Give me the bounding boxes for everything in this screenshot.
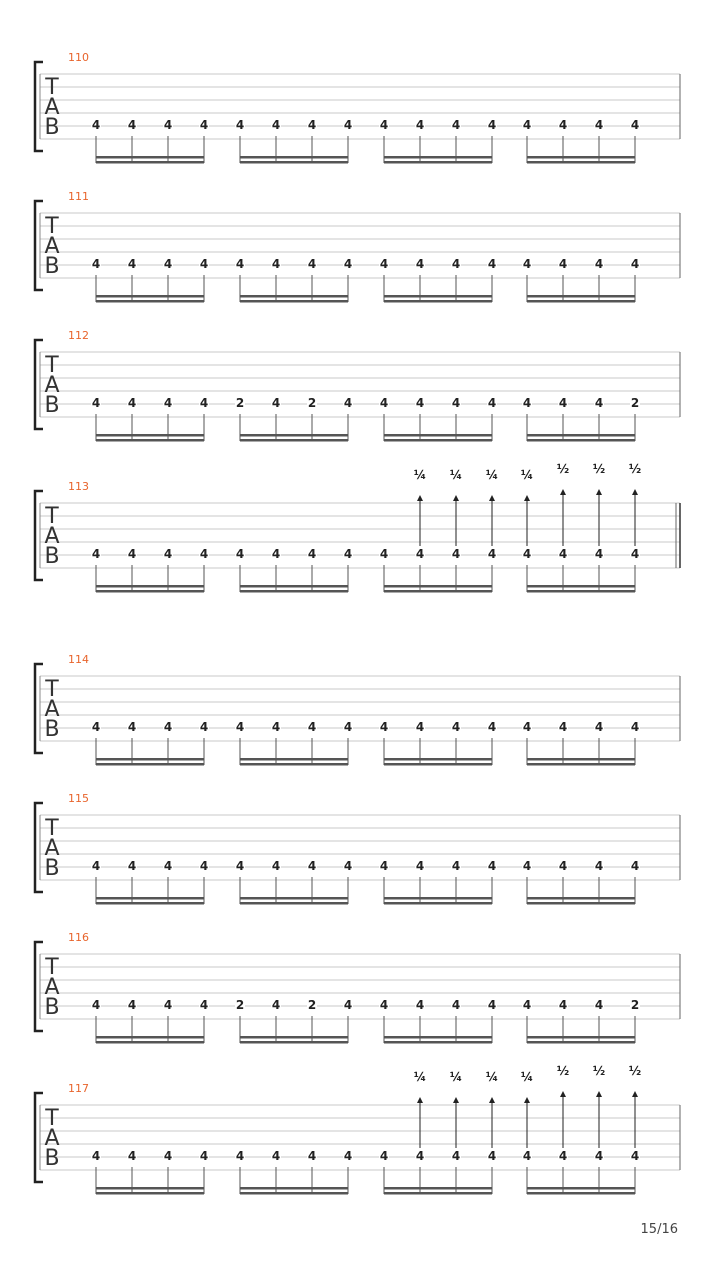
fret-number: 4 [630,118,640,132]
beam [240,1041,348,1044]
tab-clef-letter: A [44,373,60,398]
fret-number: 4 [558,1149,568,1163]
fret-number: 4 [594,547,604,561]
fret-number: 4 [594,118,604,132]
fret-number: 4 [343,1149,353,1163]
bend-label: ½ [592,462,606,476]
fret-number: 4 [379,720,389,734]
beam [384,590,492,593]
beam [96,434,204,437]
bend-arrow [632,1091,638,1097]
beam [527,300,635,303]
bend-label: ½ [556,462,570,476]
beam [384,295,492,298]
bend-arrow [596,1091,602,1097]
beam [527,439,635,442]
fret-number: 4 [271,547,281,561]
fret-number: 4 [271,720,281,734]
fret-number: 4 [199,720,209,734]
fret-number: 4 [522,998,532,1012]
fret-number: 4 [235,547,245,561]
beam [96,295,204,298]
fret-number: 4 [343,257,353,271]
fret-number: 4 [522,118,532,132]
fret-number: 4 [307,720,317,734]
fret-number: 4 [630,859,640,873]
fret-number: 4 [630,720,640,734]
fret-number: 4 [271,1149,281,1163]
beam [384,902,492,905]
fret-number: 4 [558,720,568,734]
fret-number: 4 [415,118,425,132]
bend-arrow [453,1097,459,1103]
fret-number: 4 [199,257,209,271]
fret-number: 4 [163,118,173,132]
beam [96,1041,204,1044]
fret-number: 4 [451,1149,461,1163]
fret-number: 4 [343,998,353,1012]
beam [240,585,348,588]
fret-number: 2 [630,396,640,410]
fret-number: 4 [630,547,640,561]
fret-number: 4 [163,396,173,410]
beam [384,1187,492,1190]
fret-number: 4 [558,257,568,271]
beam [240,1192,348,1195]
fret-number: 4 [307,118,317,132]
fret-number: 4 [235,118,245,132]
fret-number: 4 [199,1149,209,1163]
fret-number: 4 [343,720,353,734]
fret-number: 4 [127,396,137,410]
system-bracket [35,803,43,892]
tab-clef-letter: B [44,393,60,418]
fret-number: 4 [91,720,101,734]
fret-number: 4 [379,998,389,1012]
fret-number: 4 [127,118,137,132]
beam [240,590,348,593]
fret-number: 4 [271,118,281,132]
fret-number: 4 [379,547,389,561]
beam [96,300,204,303]
fret-number: 2 [307,396,317,410]
fret-number: 4 [379,118,389,132]
beam [96,156,204,159]
beam [240,156,348,159]
beam [384,161,492,164]
system-bracket [35,340,43,429]
fret-number: 4 [199,396,209,410]
beam [240,1187,348,1190]
tab-system [35,792,680,905]
beam [240,295,348,298]
beam [96,1187,204,1190]
fret-number: 4 [163,720,173,734]
beam [96,758,204,761]
beam [527,902,635,905]
fret-number: 4 [127,720,137,734]
beam [384,300,492,303]
fret-number: 4 [594,1149,604,1163]
tab-system [35,931,680,1044]
fret-number: 4 [630,257,640,271]
fret-number: 4 [379,1149,389,1163]
fret-number: 4 [487,257,497,271]
fret-number: 4 [415,998,425,1012]
fret-number: 4 [235,257,245,271]
beam [240,434,348,437]
bend-label: ¼ [520,468,534,482]
bend-arrow [417,1097,423,1103]
fret-number: 2 [307,998,317,1012]
beam [527,1187,635,1190]
fret-number: 4 [343,118,353,132]
beam [384,1192,492,1195]
fret-number: 4 [307,1149,317,1163]
system-bracket [35,942,43,1031]
fret-number: 4 [487,1149,497,1163]
bend-arrow [524,495,530,501]
fret-number: 4 [451,859,461,873]
beam [384,439,492,442]
tab-clef-letter: T [45,677,59,702]
tab-clef-letter: B [44,254,60,279]
beam [384,763,492,766]
beam [527,585,635,588]
fret-number: 4 [91,257,101,271]
beam [527,434,635,437]
fret-number: 4 [127,1149,137,1163]
tab-clef-letter: T [45,504,59,529]
tab-clef-letter: A [44,697,60,722]
fret-number: 4 [594,257,604,271]
fret-number: 4 [127,547,137,561]
fret-number: 4 [487,859,497,873]
fret-number: 4 [163,547,173,561]
fret-number: 4 [163,998,173,1012]
fret-number: 4 [163,1149,173,1163]
fret-number: 4 [594,998,604,1012]
tab-clef-letter: A [44,95,60,120]
beam [240,161,348,164]
fret-number: 4 [522,396,532,410]
tab-system [35,329,680,442]
beam [96,897,204,900]
tab-clef-letter: T [45,214,59,239]
system-bracket [35,1093,43,1182]
tab-clef-letter: A [44,524,60,549]
measure-number: 111 [68,190,89,203]
beam [527,758,635,761]
beam [527,1192,635,1195]
tab-clef-letter: B [44,856,60,881]
tab-system [35,653,680,766]
fret-number: 2 [235,998,245,1012]
tab-clef-letter: A [44,234,60,259]
beam [240,902,348,905]
bend-label: ¼ [520,1070,534,1084]
measure-number: 110 [68,51,89,64]
beam [240,300,348,303]
fret-number: 4 [343,547,353,561]
bend-label: ¼ [449,468,463,482]
fret-number: 4 [487,396,497,410]
fret-number: 4 [522,257,532,271]
fret-number: 4 [522,720,532,734]
fret-number: 4 [451,118,461,132]
tab-clef-letter: B [44,1146,60,1171]
bend-label: ¼ [485,1070,499,1084]
page-number: 15/16 [640,1222,678,1237]
tab-clef-letter: T [45,1106,59,1131]
tab-clef-letter: B [44,995,60,1020]
bend-label: ¼ [413,1070,427,1084]
bend-arrow [417,495,423,501]
beam [240,763,348,766]
system-bracket [35,664,43,753]
fret-number: 4 [451,396,461,410]
fret-number: 4 [487,720,497,734]
fret-number: 4 [451,998,461,1012]
beam [527,897,635,900]
fret-number: 4 [271,859,281,873]
system-bracket [35,491,43,580]
tab-system [35,462,680,593]
fret-number: 4 [199,547,209,561]
tab-system [35,51,680,164]
beam [384,758,492,761]
fret-number: 4 [271,257,281,271]
bend-label: ¼ [485,468,499,482]
beam [527,156,635,159]
fret-number: 4 [558,859,568,873]
beam [240,758,348,761]
beam [96,902,204,905]
fret-number: 4 [415,396,425,410]
tab-clef-letter: T [45,75,59,100]
bend-arrow [632,489,638,495]
fret-number: 4 [594,859,604,873]
fret-number: 4 [379,396,389,410]
fret-number: 4 [235,859,245,873]
beam [384,434,492,437]
fret-number: 4 [343,859,353,873]
system-bracket [35,201,43,290]
fret-number: 4 [91,396,101,410]
measure-number: 117 [68,1082,89,1095]
beam [527,161,635,164]
fret-number: 4 [91,547,101,561]
beam [384,156,492,159]
bend-label: ¼ [413,468,427,482]
fret-number: 4 [307,257,317,271]
system-bracket [35,62,43,151]
fret-number: 4 [235,1149,245,1163]
measure-number: 112 [68,329,89,342]
tab-clef-letter: T [45,955,59,980]
fret-number: 4 [127,998,137,1012]
measure-number: 113 [68,480,89,493]
bend-arrow [560,489,566,495]
bend-label: ¼ [449,1070,463,1084]
beam [527,763,635,766]
fret-number: 4 [487,118,497,132]
fret-number: 4 [558,998,568,1012]
beam [96,439,204,442]
beam [384,1036,492,1039]
fret-number: 4 [271,396,281,410]
bend-label: ½ [592,1064,606,1078]
tab-system [35,190,680,303]
fret-number: 4 [451,720,461,734]
bend-arrow [524,1097,530,1103]
fret-number: 4 [199,859,209,873]
beam [527,295,635,298]
fret-number: 4 [91,1149,101,1163]
fret-number: 4 [343,396,353,410]
tab-clef-letter: B [44,717,60,742]
bend-arrow [453,495,459,501]
bend-label: ½ [628,1064,642,1078]
beam [240,897,348,900]
fret-number: 4 [558,396,568,410]
fret-number: 4 [487,998,497,1012]
tab-system [35,1064,680,1195]
beam [384,585,492,588]
fret-number: 4 [594,396,604,410]
fret-number: 4 [630,1149,640,1163]
bend-arrow [560,1091,566,1097]
measure-number: 114 [68,653,89,666]
beam [96,1192,204,1195]
tab-clef-letter: B [44,544,60,569]
fret-number: 4 [163,257,173,271]
fret-number: 4 [522,859,532,873]
fret-number: 4 [127,859,137,873]
beam [240,1036,348,1039]
beam [527,1041,635,1044]
fret-number: 4 [235,720,245,734]
measure-number: 115 [68,792,89,805]
fret-number: 4 [91,998,101,1012]
fret-number: 4 [91,859,101,873]
fret-number: 4 [307,859,317,873]
bend-label: ½ [556,1064,570,1078]
fret-number: 4 [415,257,425,271]
fret-number: 4 [91,118,101,132]
bend-label: ½ [628,462,642,476]
beam [384,1041,492,1044]
fret-number: 4 [379,257,389,271]
tab-clef-letter: A [44,975,60,1000]
bend-arrow [489,1097,495,1103]
fret-number: 4 [127,257,137,271]
fret-number: 4 [594,720,604,734]
fret-number: 2 [235,396,245,410]
beam [527,1036,635,1039]
fret-number: 4 [558,547,568,561]
fret-number: 4 [415,859,425,873]
beam [96,161,204,164]
tab-clef-letter: B [44,115,60,140]
fret-number: 4 [451,257,461,271]
fret-number: 4 [163,859,173,873]
beam [96,585,204,588]
fret-number: 4 [522,547,532,561]
measure-number: 116 [68,931,89,944]
tab-clef-letter: A [44,836,60,861]
fret-number: 4 [199,118,209,132]
fret-number: 4 [271,998,281,1012]
bend-arrow [489,495,495,501]
fret-number: 4 [487,547,497,561]
fret-number: 4 [307,547,317,561]
beam [96,763,204,766]
fret-number: 2 [630,998,640,1012]
tab-clef-letter: T [45,816,59,841]
fret-number: 4 [199,998,209,1012]
fret-number: 4 [379,859,389,873]
bend-arrow [596,489,602,495]
beam [240,439,348,442]
fret-number: 4 [522,1149,532,1163]
beam [527,590,635,593]
fret-number: 4 [415,720,425,734]
fret-number: 4 [558,118,568,132]
fret-number: 4 [415,1149,425,1163]
tab-clef-letter: A [44,1126,60,1151]
fret-number: 4 [451,547,461,561]
beam [96,590,204,593]
beam [96,1036,204,1039]
tab-clef-letter: T [45,353,59,378]
fret-number: 4 [415,547,425,561]
beam [384,897,492,900]
